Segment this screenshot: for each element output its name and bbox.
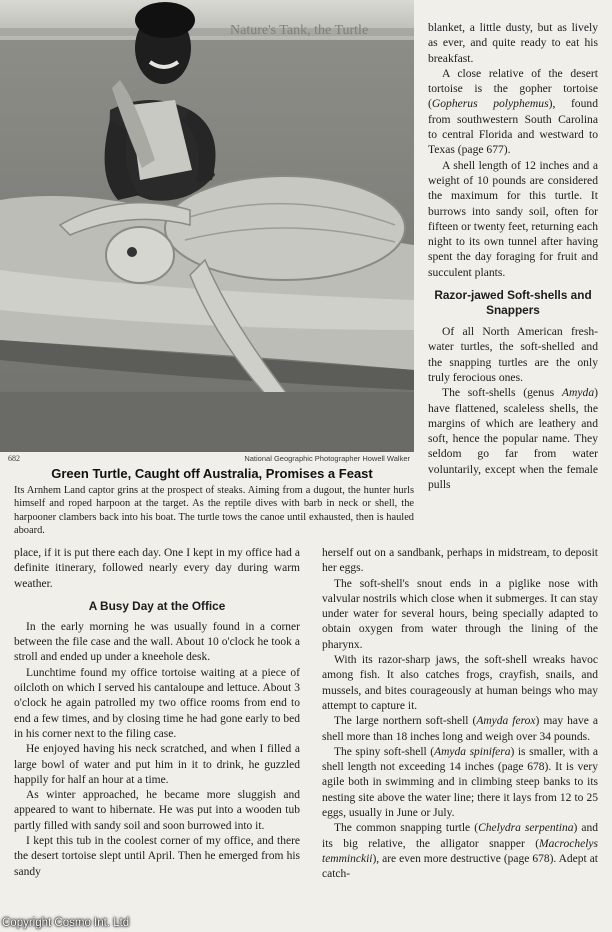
paragraph: I kept this tub in the coolest corner of my office, and there the desert tortoise slept until April. Then he emerged from his sandy <box>14 835 300 878</box>
species-name: Macrochelys temminckii <box>322 837 598 865</box>
paragraph: Lunchtime found my office tortoise waiting at a piece of oilcloth on which I served his cantaloupe and lettuce. About 3 o'clock he again patrolled my two office rooms from end to end a few times, and by closing time he had gone early to bed in his corner next to the filing case. <box>14 666 300 740</box>
paragraph: The soft-shell's snout ends in a piglike nose with valvular nostrils which close when it submerges. It can stay under water for several hours, being specially adapted to obtain oxygen from water through the lining of the pharynx. <box>322 577 598 651</box>
paragraph: With its razor-sharp jaws, the soft-shell wreaks havoc among fish. It also catches frogs, crayfish, snails, and mussels, and bites courageously at human beings who may attempt to capture it. <box>322 654 598 712</box>
photographer-credit: National Geographic Photographer Howell Walker <box>244 454 410 463</box>
species-name: Amyda spinifera <box>434 745 511 758</box>
left-column <box>14 546 300 880</box>
paragraph: The common snapping turtle (Chelydra serpentina) and its big relative, the alligator snapper (Macrochelys temminckii), are even more destructive (page 678). Adept at catch- <box>322 822 599 881</box>
species-name: Amyda ferox <box>476 715 536 728</box>
section-heading: A Busy Day at the Office <box>88 598 226 613</box>
section-heading: Razor-jawed Soft-shells and Snappers <box>434 288 592 318</box>
paragraph: In the early morning he was usually found in a corner between the file case and the wall. About 10 o'clock he took a stroll and ended up under a kneehole desk. <box>14 620 300 664</box>
photo-credit-line <box>0 454 414 466</box>
page-number: 682 <box>8 454 20 463</box>
species-name: Chelydra serpentina <box>478 822 574 835</box>
paragraph: herself out on a sandbank, perhaps in midstream, to deposit her eggs. <box>322 547 598 575</box>
right-column-bottom <box>322 546 598 883</box>
paragraph: The spiny soft-shell (Amyda spinifera) is smaller, with a shell length not exceeding 14 inches (page 678). It is very agile both in swimming and in climbing steep banks to its nesting site above the water line; there it lays from 12 to 25 eggs, usually in June or July. <box>322 745 599 820</box>
right-column-top <box>428 20 598 492</box>
paragraph: He enjoyed having his neck scratched, and when I filled a large bowl of water and put him in it to drink, he guzzled happily for half an hour at a time. <box>14 743 300 786</box>
paragraph: As winter approached, he became more sluggish and appeared to want to hibernate. He was put into a wooden tub partly filled with sandy soil and soon burrowed into it. <box>14 789 300 832</box>
paragraph: A close relative of the desert tortoise is the gopher tortoise (Gopherus polyphemus), found from southwestern South Carolina to central Florida and westward to Texas (page 677). <box>428 66 598 157</box>
paragraph: blanket, a little dusty, but as lively as ever, and quite ready to eat his breakfast. <box>428 21 598 65</box>
paragraph: The soft-shells (genus Amyda) have flattened, scaleless shells, the margins of which are leathery and soft, hence the popular name. They seldom go far from water voluntarily, except when the female pulls <box>428 386 598 492</box>
faint-background-text: Nature's Tank, the Turtle <box>230 23 369 38</box>
paragraph: The large northern soft-shell (Amyda ferox) may have a shell more than 18 inches long and weigh over 34 pounds. <box>322 715 598 743</box>
caption-title: Green Turtle, Caught off Australia, Promises a Feast <box>51 466 373 481</box>
paragraph: Of all North American fresh-water turtles, the soft-shelled and the snapping turtles are the only truly ferocious ones. <box>428 325 598 384</box>
turtle-photo <box>0 0 414 452</box>
paragraph: A shell length of 12 inches and a weight of 10 pounds are considered the maximum for this turtle. It burrows into sandy soil, often for fifteen or twenty feet, returning each night to its own tunnel after having spent the day foraging for fruit and succulent plants. <box>428 158 598 279</box>
turtle-photo-illustration <box>0 0 414 452</box>
copyright-watermark: Copyright Cosmo Int. Ltd <box>2 917 130 929</box>
species-name: Gopherus polyphemus <box>431 97 549 111</box>
genus-name: Amyda <box>561 386 595 400</box>
caption-body: Its Arnhem Land captor grins at the prospect of steaks. Aiming from a dugout, the hunter hurls himself and roped harpoon at the target. As the reptile dives with barb in neck or shell, the harpooner clambers back into his boat. The turtle tows the canoe until exhausted, then is hauled aboard. <box>14 485 414 536</box>
paragraph: place, if it is put there each day. One I kept in my office had a definite itinerary, followed nearly every day during warm weather. <box>14 547 300 590</box>
